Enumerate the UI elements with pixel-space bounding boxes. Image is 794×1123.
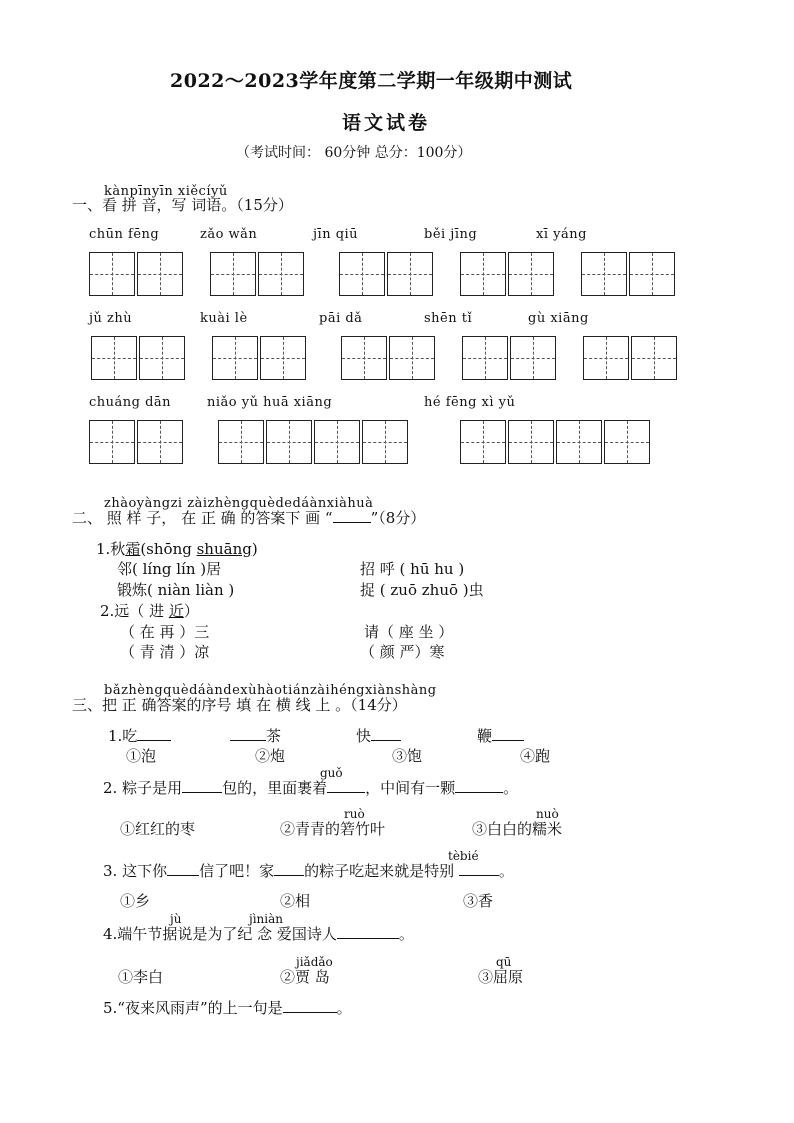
writing-grid[interactable] (91, 336, 187, 380)
tian-cell[interactable] (604, 420, 650, 464)
pinyin-label: hé fēng xì yǔ (424, 395, 516, 410)
tian-cell[interactable] (508, 420, 554, 464)
q2-example: 2.远（ 进 近） (100, 602, 199, 620)
option: ③香 (463, 892, 494, 910)
option: ①红红的枣 (120, 820, 196, 838)
pinyin-label: pāi dǎ (319, 311, 363, 326)
writing-grid[interactable] (341, 336, 437, 380)
tian-cell[interactable] (89, 420, 135, 464)
tian-cell[interactable] (91, 336, 137, 380)
pinyin-label: jǔ zhù (89, 311, 133, 326)
choice-item[interactable]: 锻炼( niàn liàn ) (117, 581, 235, 599)
annotation-pinyin: ruò (344, 807, 365, 821)
tian-cell[interactable] (462, 336, 508, 380)
tian-cell[interactable] (139, 336, 185, 380)
option: ①李白 (118, 968, 164, 986)
section3-heading: 三、把 正 确答案的序号 填 在 横 线 上 。（14分） (72, 696, 407, 714)
q1-item: 1.吃 (108, 725, 171, 746)
option: ②青青的箬竹叶 (280, 820, 386, 838)
annotation-pinyin: tèbié (448, 849, 479, 863)
tian-cell[interactable] (510, 336, 556, 380)
q1-item: 茶 (230, 725, 281, 746)
tian-cell[interactable] (631, 336, 677, 380)
tian-cell[interactable] (339, 252, 385, 296)
writing-grid[interactable] (460, 252, 556, 296)
tian-cell[interactable] (266, 420, 312, 464)
writing-grid[interactable] (210, 252, 306, 296)
annotation-pinyin: jù (170, 912, 182, 926)
choice-item[interactable]: 邻( líng lín )居 (117, 560, 222, 578)
tian-cell[interactable] (389, 336, 435, 380)
option: ①乡 (120, 892, 151, 910)
option: ②贾 岛 (280, 968, 330, 986)
pinyin-label: shēn tǐ (424, 311, 473, 326)
option: ②炮 (255, 747, 286, 765)
tian-cell[interactable] (341, 336, 387, 380)
section2-heading: 二、 照 样 子， 在 正 确 的答案下 画 “ ”（8分） (72, 509, 426, 527)
option: ①泡 (126, 747, 157, 765)
option: ③白白的糯米 (472, 820, 563, 838)
choice-item[interactable]: （ 颜 严）寒 (360, 643, 445, 661)
option: ②相 (280, 892, 311, 910)
tian-cell[interactable] (258, 252, 304, 296)
pinyin-label: zǎo wǎn (200, 227, 258, 242)
tian-cell[interactable] (508, 252, 554, 296)
annotation-pinyin: jìniàn (249, 912, 284, 926)
q1-item: 快 (356, 725, 401, 746)
annotation-pinyin: jiǎdǎo (296, 955, 333, 969)
answer-blank[interactable] (455, 778, 503, 793)
answer-blank[interactable] (492, 726, 524, 741)
writing-grid[interactable] (581, 252, 677, 296)
tian-cell[interactable] (581, 252, 627, 296)
q5-sentence: 5.“夜来风雨声”的上一句是 。 (103, 999, 352, 1017)
writing-grid[interactable] (460, 420, 652, 464)
section1-heading: 一、看 拼 音，写 词语。（15分） (72, 196, 293, 214)
answer-blank[interactable] (283, 998, 337, 1013)
answer-blank[interactable] (230, 726, 266, 741)
pinyin-label: chūn fēng (89, 227, 160, 242)
tian-cell[interactable] (629, 252, 675, 296)
pinyin-label: kuài lè (200, 311, 248, 326)
tian-cell[interactable] (210, 252, 256, 296)
tian-cell[interactable] (387, 252, 433, 296)
writing-grid[interactable] (89, 420, 185, 464)
option: ③屈原 (478, 968, 524, 986)
choice-item[interactable]: 招 呼 ( hū hu ) (360, 560, 465, 578)
section3-pinyin: bǎzhèngquèdáàndexùhàotiánzàihéngxiànshàng (104, 683, 437, 698)
writing-grid[interactable] (212, 336, 308, 380)
tian-cell[interactable] (460, 420, 506, 464)
exam-info: （考试时间： 60分钟 总分：100分） (236, 145, 472, 161)
q1-item: 鞭 (477, 725, 524, 746)
answer-blank[interactable] (167, 861, 199, 876)
writing-grid[interactable] (339, 252, 435, 296)
tian-cell[interactable] (583, 336, 629, 380)
answer-blank[interactable] (337, 924, 399, 939)
pinyin-label: chuáng dān (89, 395, 172, 410)
q4-sentence: 4.端午节据说是为了纪 念 爱国诗人 。 (103, 925, 414, 943)
pinyin-label: jīn qiū (313, 227, 359, 242)
section1-pinyin: kànpīnyīn xiěcíyǔ (104, 184, 228, 199)
pinyin-label: xī yáng (536, 227, 587, 242)
tian-cell[interactable] (362, 420, 408, 464)
tian-cell[interactable] (314, 420, 360, 464)
pinyin-label: běi jīng (424, 227, 478, 242)
writing-grid[interactable] (218, 420, 410, 464)
section2-pinyin: zhàoyàngzi zàizhèngquèdedáànxiàhuà (104, 496, 374, 511)
tian-cell[interactable] (260, 336, 306, 380)
option: ③饱 (392, 747, 423, 765)
tian-cell[interactable] (460, 252, 506, 296)
choice-item[interactable]: （ 青 清 ）凉 (120, 643, 210, 661)
annotation-pinyin: nuò (536, 807, 559, 821)
choice-item[interactable]: 捉 ( zuō zhuō )虫 (360, 581, 484, 599)
page-title: 2022～2023学年度第二学期一年级期中测试 (170, 70, 573, 92)
writing-grid[interactable] (89, 252, 185, 296)
q2-sentence: 2. 粽子是用 包的，里面裹着 ，中间有一颗 。 (103, 779, 519, 797)
choice-item[interactable]: （ 在 再 ）三 (120, 623, 210, 641)
annotation-pinyin: guǒ (320, 766, 343, 780)
pinyin-label: niǎo yǔ huā xiāng (207, 395, 333, 410)
annotation-pinyin: qū (496, 955, 512, 969)
tian-cell[interactable] (212, 336, 258, 380)
writing-grid[interactable] (583, 336, 679, 380)
answer-blank[interactable] (371, 726, 401, 741)
answer-blank[interactable] (274, 861, 304, 876)
q1-example: 1.秋霜(shōng shuāng) (96, 540, 258, 558)
tian-cell[interactable] (218, 420, 264, 464)
writing-grid[interactable] (462, 336, 558, 380)
choice-item[interactable]: 请（ 座 坐 ） (364, 623, 454, 641)
answer-blank[interactable] (459, 861, 499, 876)
q3-sentence: 3. 这下你 信了吧！家 的粽子吃起来就是特别 。 (103, 862, 514, 880)
answer-blank[interactable] (182, 778, 222, 793)
tian-cell[interactable] (137, 252, 183, 296)
answer-blank[interactable] (137, 726, 171, 741)
tian-cell[interactable] (89, 252, 135, 296)
pinyin-label: gù xiāng (528, 311, 589, 326)
tian-cell[interactable] (556, 420, 602, 464)
answer-blank[interactable] (327, 778, 365, 793)
paper-subtitle: 语文试卷 (342, 112, 431, 134)
tian-cell[interactable] (137, 420, 183, 464)
option: ④跑 (520, 747, 551, 765)
